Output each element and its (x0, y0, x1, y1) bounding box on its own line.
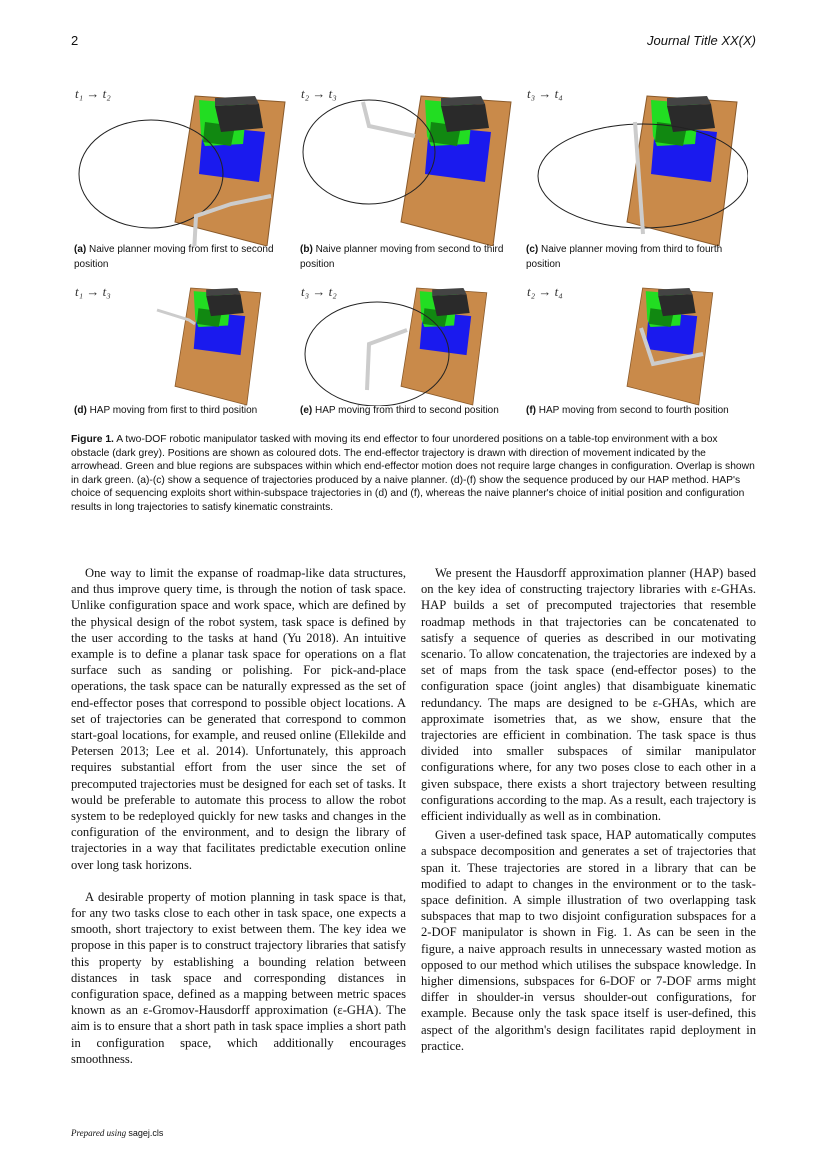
subcaption-e: (e) HAP moving from third to second position (300, 405, 499, 416)
panel-d-label: t₁ → t₃ (75, 284, 111, 299)
footer (71, 1128, 163, 1138)
panel-b (297, 86, 522, 261)
panel-f-illustration (523, 284, 748, 406)
paragraph: One way to limit the expanse of roadmap-like data structures, and thus improve query time, is through the notion of task space. Unlike configuration space and work space, which are defined by the physical design of the robot system, task space is defined by the user according to the tasks at hand (Yu 2018). An intuitive example is to define a planar task space for operations on a flat surface such as sanding or polishing. For pick-and-place operations, the task space can be naturally expressed as the set of end-effector poses that correspond to possible object locations. A set of trajectories can be generated that correspond to common start-goal locations, for example, and reused online (Ellekilde and Petersen 2013; Lee et al. 2014). Unfortunately, this approach requires substantial effort from the user since the set of precomputed trajectories must be designed for each set of tasks. It would be preferable to automate this process to allow the robot system to be redeployed quickly for new tasks and changes in the configuration of the environment, and to design the library of trajectories in a way that facilitates predictable execution online over long task horizons. (71, 566, 406, 872)
subcaption-f: (f) HAP moving from second to fourth position (526, 405, 729, 416)
panel-c-illustration (523, 86, 748, 246)
page-number: 2 (71, 33, 79, 48)
panel-b-label: t₂ → t₃ (301, 86, 337, 101)
footer-file: sagej.cls (128, 1128, 164, 1138)
paragraph: Given a user-defined task space, HAP automatically computes a subspace decomposition and generates a set of trajectories that span it. These trajectories are stored in a library that can be modified to adapt to changes in the environment or to the task-space definition. A simple illustration of two overlapping task subspaces that map to two disjoint configuration subspaces for a 2-DOF manipulator is shown in Fig. 1. As can be seen in the figure, a naive approach results in unnecessary wasted motion as opposed to our method which utilises the subspace knowledge. In higher dimensions, subspaces for 6-DOF or 7-DOF arms might differ in shoulder-in versus shoulder-out configurations, for example. Because only the task space itself is user-defined, this aspect of the algorithm's design facilitates rapid deployment in practice. (421, 828, 756, 1053)
right-column (421, 565, 756, 1054)
panel-a-illustration (71, 86, 296, 246)
panel-c-label: t₃ → t₄ (527, 86, 563, 101)
left-column (71, 565, 406, 1067)
panel-a (71, 86, 296, 261)
panel-e-illustration (297, 284, 522, 406)
footer-prefix: Prepared using (71, 1128, 127, 1138)
paragraph: A desirable property of motion planning in task space is that, for any two tasks close to each other in task space, one expects a smooth, short trajectory to exist between them. The key idea we propose in this paper is to construct trajectory libraries that satisfy this property by establishing a bounding relation between distances in task space and corresponding distances in configuration space, defined as a mapping between metric spaces known as an ε-Gromov-Hausdorff approximation (ε-GHA). The aim is to ensure that a short path in task space implies a short path in configuration space, which additionally encourages smoothness. (71, 889, 406, 1066)
panel-c (523, 86, 748, 261)
paragraph: We present the Hausdorff approximation planner (HAP) based on the key idea of constructing trajectory libraries with ε-GHAs. HAP builds a set of precomputed trajectories that resemble roadmap methods in that trajectories can be concatenated to satisfy a sequence of queries as described in our motivating scenario. To allow concatenation, the trajectories are indexed by a set of maps from the task space (end-effector poses) to the configuration space (joint angles) that disambiguate kinematic redundancy. The maps are designed to be ε-GHAs, which are approximate isometries that, as we show, ensure that the trajectories are efficient in combination. The task space is thus divided into smaller subspaces of similar manipulator configurations where, for any two poses close to each other in a given subspace, there exists a short trajectory between resulting configurations according to the map. As a result, each trajectory is efficient individually as well as in combination. (421, 566, 756, 824)
figure-caption-tag: Figure 1. (71, 434, 114, 445)
panel-e-label: t₃ → t₂ (301, 284, 337, 299)
panel-a-label: t₁ → t₂ (75, 86, 111, 101)
panel-b-illustration (297, 86, 522, 246)
journal-title: Journal Title XX(X) (647, 33, 756, 48)
subcaption-a: (a) Naive planner moving from first to second position (74, 244, 274, 270)
panel-d-illustration (71, 284, 296, 406)
subcaption-b: (b) Naive planner moving from second to third position (300, 244, 504, 270)
figure-caption-text: A two-DOF robotic manipulator tasked with moving its end effector to four unordered positions on a table-top environment with a box obstacle (dark grey). Positions are shown as coloured dots. The end-effector trajectory is drawn with direction of movement indicated by the arrowhead. Green and blue regions are subspaces within which end-effector motion does not require large changes in configuration. Overlap is shown in dark green. (a)-(c) show a sequence of trajectories produced by a naive planner. (d)-(f) show the sequence produced by our HAP method. HAP's choice of sequencing exploits short within-subspace trajectories in (d) and (f), whereas the naive planner's choice of initial position and configuration results in long trajectories to satisfy kinematic constraints. (71, 434, 755, 513)
subcaption-c: (c) Naive planner moving from third to fourth position (526, 244, 723, 270)
panel-f-label: t₂ → t₄ (527, 284, 563, 299)
figure-caption (71, 433, 757, 515)
subcaption-d: (d) HAP moving from first to third position (74, 405, 258, 416)
